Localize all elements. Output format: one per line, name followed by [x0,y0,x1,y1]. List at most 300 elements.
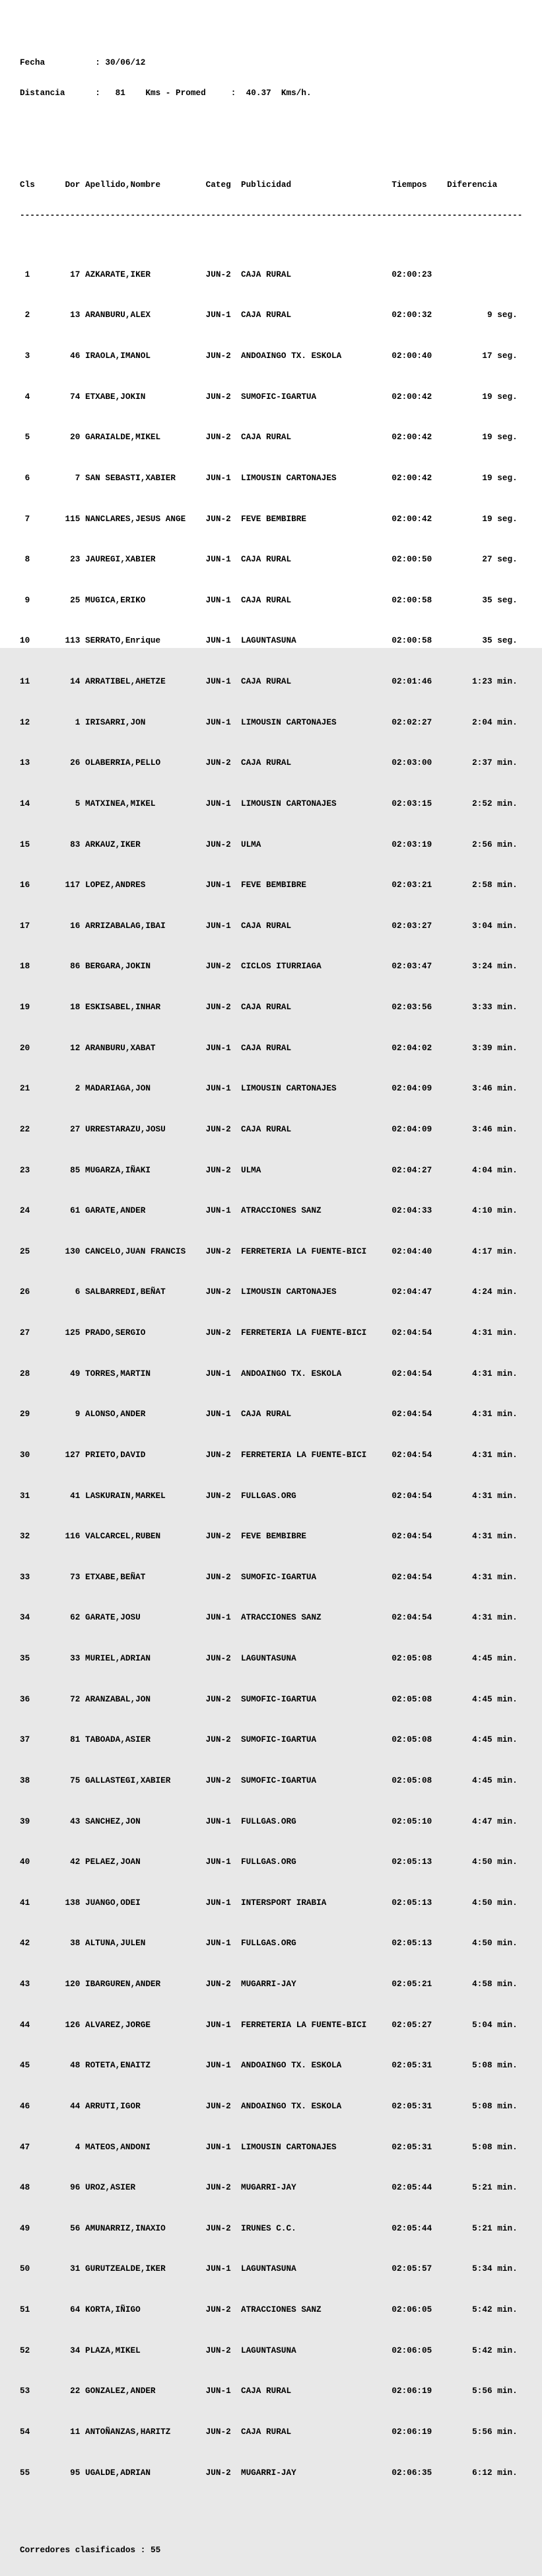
cell-diferencia: 4:50 min. [472,1897,518,1908]
cell-apellido-nombre: GARATE,JOSU [85,1612,141,1623]
cell-diferencia: 3:46 min. [472,1083,518,1094]
cell-diferencia: 4:31 min. [472,1612,518,1623]
cell-cls: 6 [24,472,30,483]
cell-tiempos: 02:04:27 [391,1164,432,1175]
cell-apellido-nombre: URRESTARAZU,JOSU [85,1124,166,1134]
table-row [20,2142,542,2152]
cell-cls: 54 [20,2426,30,2437]
cell-dor: 9 [75,1409,81,1419]
cell-publicidad: SUMOFIC-IGARTUA [240,1735,317,1745]
cell-publicidad: MUGARRI-JAY [240,1979,296,1989]
cell-cls: 18 [20,961,30,972]
cell-apellido-nombre: PELAEZ,JOAN [85,1857,141,1867]
cell-publicidad: FEVE BEMBIBRE [240,1531,306,1542]
cell-publicidad: CAJA RURAL [240,1124,292,1134]
table-row [20,1938,542,1948]
cell-tiempos: 02:04:54 [391,1328,432,1338]
cell-dor: 73 [70,1571,81,1582]
table-row [20,758,542,768]
cell-cls: 10 [20,635,30,646]
cell-publicidad: CICLOS ITURRIAGA [240,961,322,972]
cell-categ: JUN-2 [205,839,231,849]
cell-apellido-nombre: IRAOLA,IMANOL [85,351,151,361]
cell-cls: 52 [20,2345,30,2355]
cell-apellido-nombre: ARRUTI,IGOR [85,2100,141,2111]
cell-cls: 47 [20,2141,30,2152]
cell-diferencia: 4:45 min. [472,1775,518,1785]
cell-dor: 61 [70,1205,81,1216]
cell-tiempos: 02:05:08 [391,1653,432,1663]
table-row [20,799,542,808]
cell-tiempos: 02:05:13 [391,1897,432,1908]
cell-categ: JUN-2 [205,1653,231,1663]
table-row [20,635,542,645]
cell-apellido-nombre: GARATE,ANDER [85,1205,146,1216]
cell-dor: 117 [65,880,81,890]
cell-cls: 45 [20,2060,30,2071]
cell-publicidad: CAJA RURAL [240,2386,292,2396]
cell-tiempos: 02:05:21 [391,1979,432,1989]
cell-categ: JUN-1 [205,2264,231,2274]
cell-dor: 85 [70,1164,81,1175]
cell-categ: JUN-2 [205,513,231,524]
cell-apellido-nombre: MATEOS,ANDONI [85,2141,151,2152]
cell-categ: JUN-1 [205,1857,231,1867]
cell-apellido-nombre: UROZ,ASIER [85,2182,136,2193]
cell-diferencia: 4:31 min. [472,1531,518,1542]
cell-tiempos: 02:00:58 [391,594,432,605]
cell-cls: 46 [20,2100,30,2111]
cell-categ: JUN-1 [205,2019,231,2030]
cell-dor: 27 [70,1124,81,1134]
cell-tiempos: 02:04:47 [391,1287,432,1297]
cell-publicidad: FEVE BEMBIBRE [240,513,306,524]
cell-categ: JUN-1 [205,1897,231,1908]
table-row [20,2305,542,2314]
table-row [20,1979,542,1989]
table-body [20,249,542,2487]
cell-dor: 75 [70,1775,81,1785]
table-row [20,1694,542,1704]
cell-diferencia: 5:56 min. [472,2426,518,2437]
cell-publicidad: SUMOFIC-IGARTUA [240,391,317,402]
cell-cls: 22 [20,1124,30,1134]
cell-apellido-nombre: UGALDE,ADRIAN [85,2467,151,2478]
cell-categ: JUN-2 [205,391,231,402]
cell-diferencia: 4:45 min. [472,1694,518,1704]
cell-cls: 39 [20,1816,30,1826]
cell-categ: JUN-2 [205,1571,231,1582]
cell-apellido-nombre: GALLASTEGI,XABIER [85,1775,171,1785]
table-row [20,392,542,402]
cell-cls: 27 [20,1328,30,1338]
cell-publicidad: FERRETERIA LA FUENTE-BICI [240,1449,367,1460]
cell-publicidad: IRUNES C.C. [240,2223,296,2233]
cell-dor: 41 [70,1490,81,1501]
cell-cls: 40 [20,1857,30,1867]
cell-tiempos: 02:03:21 [391,880,432,890]
cell-cls: 19 [20,1002,30,1012]
cell-apellido-nombre: SAN SEBASTI,XABIER [85,472,176,483]
cell-diferencia: 4:50 min. [472,1938,518,1949]
cell-cls: 23 [20,1164,30,1175]
cell-apellido-nombre: ARRIZABALAG,IBAI [85,920,166,931]
cell-apellido-nombre: ALVAREZ,JORGE [85,2019,151,2030]
cell-tiempos: 02:00:23 [391,269,432,279]
cell-diferencia: 3:04 min. [472,920,518,931]
cell-dor: 20 [70,432,81,443]
col-header-dor: Dor [65,179,81,190]
col-header-cls: Cls [20,179,35,190]
fecha-label: Fecha [20,57,46,68]
cell-tiempos: 02:04:54 [391,1612,432,1623]
cell-dor: 49 [70,1368,81,1378]
cell-tiempos: 02:00:42 [391,472,432,483]
cell-categ: JUN-2 [205,1246,231,1256]
cell-tiempos: 02:05:08 [391,1735,432,1745]
cell-diferencia: 3:24 min. [472,961,518,972]
cell-apellido-nombre: PLAZA,MIKEL [85,2345,141,2355]
cell-tiempos: 02:00:42 [391,391,432,402]
cell-categ: JUN-1 [205,2060,231,2071]
cell-cls: 48 [20,2182,30,2193]
cell-categ: JUN-2 [205,1287,231,1297]
cell-dor: 83 [70,839,81,849]
cell-diferencia: 4:31 min. [472,1449,518,1460]
cell-cls: 12 [20,717,30,727]
cell-diferencia: 4:45 min. [472,1735,518,1745]
cell-publicidad: ANDOAINGO TX. ESKOLA [240,1368,342,1378]
cell-cls: 31 [20,1490,30,1501]
cell-publicidad: MUGARRI-JAY [240,2182,296,2193]
cell-publicidad: ULMA [240,839,261,849]
cell-diferencia: 4:24 min. [472,1287,518,1297]
cell-categ: JUN-2 [205,2100,231,2111]
cell-publicidad: FULLGAS.ORG [240,1857,296,1867]
cell-publicidad: FULLGAS.ORG [240,1938,296,1949]
cell-diferencia: 2:52 min. [472,798,518,808]
cell-dor: 4 [75,2141,81,2152]
cell-dor: 96 [70,2182,81,2193]
cell-apellido-nombre: LOPEZ,ANDRES [85,880,146,890]
col-header-apellido-nombre: Apellido,Nombre [85,179,161,190]
table-row [20,2060,542,2070]
cell-dor: 42 [70,1857,81,1867]
cell-dor: 62 [70,1612,81,1623]
table-row [20,310,542,320]
cell-diferencia: 17 seg. [482,351,518,361]
cell-diferencia: 4:31 min. [472,1409,518,1419]
cell-cls: 24 [20,1205,30,1216]
cell-publicidad: LAGUNTASUNA [240,635,296,646]
cell-categ: JUN-2 [205,1002,231,1012]
table-row [20,514,542,524]
cell-cls: 41 [20,1897,30,1908]
distancia-promed-value: : 81 Kms - Promed : 40.37 Kms/h. [95,88,312,98]
cell-categ: JUN-2 [205,2223,231,2233]
cell-diferencia: 2:04 min. [472,717,518,727]
distancia-line [20,88,542,98]
cell-categ: JUN-1 [205,2386,231,2396]
cell-diferencia: 19 seg. [482,513,518,524]
cell-publicidad: LIMOUSIN CARTONAJES [240,472,337,483]
cell-apellido-nombre: GARAIALDE,MIKEL [85,432,161,443]
cell-apellido-nombre: IRISARRI,JON [85,717,146,727]
table-row [20,676,542,686]
table-row [20,1043,542,1053]
cell-categ: JUN-1 [205,310,231,320]
table-row [20,1124,542,1134]
table-row [20,961,542,971]
cell-apellido-nombre: MUGARZA,IÑAKI [85,1164,151,1175]
cell-publicidad: CAJA RURAL [240,1042,292,1053]
cell-dor: 56 [70,2223,81,2233]
cell-categ: JUN-2 [205,432,231,443]
table-row [20,1002,542,1012]
cell-diferencia: 9 seg. [487,310,518,320]
cell-dor: 14 [70,676,81,686]
cell-tiempos: 02:03:19 [391,839,432,849]
cell-tiempos: 02:05:08 [391,1775,432,1785]
cell-categ: JUN-2 [205,961,231,972]
cell-cls: 17 [20,920,30,931]
cell-apellido-nombre: SALBARREDI,BEÑAT [85,1287,166,1297]
cell-diferencia: 35 seg. [482,594,518,605]
cell-diferencia: 4:31 min. [472,1490,518,1501]
table-row [20,1369,542,1378]
cell-dor: 116 [65,1531,81,1542]
cell-dor: 74 [70,391,81,402]
cell-publicidad: CAJA RURAL [240,310,292,320]
cell-dor: 22 [70,2386,81,2396]
cell-tiempos: 02:04:54 [391,1490,432,1501]
table-row [20,351,542,361]
cell-dor: 31 [70,2264,81,2274]
cell-categ: JUN-2 [205,351,231,361]
table-row [20,1735,542,1744]
cell-publicidad: ANDOAINGO TX. ESKOLA [240,2060,342,2071]
classified-count-line: Corredores clasificados : 55 [20,2545,161,2556]
table-row [20,2468,542,2478]
cell-diferencia: 4:04 min. [472,1164,518,1175]
cell-dor: 48 [70,2060,81,2071]
cell-dor: 113 [65,635,81,646]
cell-cls: 4 [24,391,30,402]
cell-categ: JUN-2 [205,1531,231,1542]
table-row [20,1775,542,1785]
cell-tiempos: 02:03:47 [391,961,432,972]
cell-categ: JUN-1 [205,594,231,605]
cell-cls: 26 [20,1287,30,1297]
cell-diferencia: 5:42 min. [472,2305,518,2314]
cell-categ: JUN-1 [205,1205,231,1216]
cell-apellido-nombre: VALCARCEL,RUBEN [85,1531,161,1542]
cell-cls: 32 [20,1531,30,1542]
cell-apellido-nombre: JAUREGI,XABIER [85,554,156,565]
cell-dor: 127 [65,1449,81,1460]
cell-categ: JUN-2 [205,2345,231,2355]
table-row [20,1409,542,1419]
col-header-publicidad: Publicidad [240,179,292,190]
cell-diferencia: 5:56 min. [472,2386,518,2396]
cell-dor: 18 [70,1002,81,1012]
cell-publicidad: CAJA RURAL [240,269,292,279]
cell-apellido-nombre: SANCHEZ,JON [85,1816,141,1826]
cell-dor: 86 [70,961,81,972]
cell-diferencia: 4:58 min. [472,1979,518,1989]
cell-cls: 25 [20,1246,30,1256]
table-row [20,1857,542,1867]
cell-tiempos: 02:03:15 [391,798,432,808]
cell-tiempos: 02:01:46 [391,676,432,686]
cell-diferencia: 19 seg. [482,391,518,402]
table-row [20,921,542,931]
cell-dor: 125 [65,1328,81,1338]
cell-cls: 13 [20,758,30,768]
cell-cls: 11 [20,676,30,686]
cell-categ: JUN-1 [205,472,231,483]
cell-cls: 37 [20,1735,30,1745]
cell-categ: JUN-1 [205,635,231,646]
cell-publicidad: INTERSPORT IRABIA [240,1897,327,1908]
table-row [20,2386,542,2396]
cell-apellido-nombre: MATXINEA,MIKEL [85,798,156,808]
cell-tiempos: 02:05:08 [391,1694,432,1704]
table-row [20,1898,542,1908]
cell-apellido-nombre: OLABERRIA,PELLO [85,758,161,768]
cell-categ: JUN-2 [205,1694,231,1704]
cell-diferencia: 3:39 min. [472,1042,518,1053]
table-row [20,1246,542,1256]
cell-apellido-nombre: ETXABE,BEÑAT [85,1571,146,1582]
cell-dor: 26 [70,758,81,768]
cell-diferencia: 4:31 min. [472,1571,518,1582]
cell-publicidad: FULLGAS.ORG [240,1816,296,1826]
cell-categ: JUN-2 [205,1124,231,1134]
cell-apellido-nombre: JUANGO,ODEI [85,1897,141,1908]
cell-dor: 12 [70,1042,81,1053]
cell-dor: 138 [65,1897,81,1908]
cell-categ: JUN-2 [205,1490,231,1501]
cell-categ: JUN-1 [205,717,231,727]
cell-cls: 33 [20,1571,30,1582]
cell-diferencia: 5:21 min. [472,2223,518,2233]
cell-tiempos: 02:03:27 [391,920,432,931]
cell-diferencia: 2:58 min. [472,880,518,890]
cell-tiempos: 02:06:19 [391,2426,432,2437]
cell-cls: 36 [20,1694,30,1704]
cell-categ: JUN-1 [205,1409,231,1419]
cell-publicidad: ANDOAINGO TX. ESKOLA [240,2100,342,2111]
cell-apellido-nombre: MADARIAGA,JON [85,1083,151,1094]
cell-categ: JUN-2 [205,1775,231,1785]
cell-diferencia: 2:37 min. [472,758,518,768]
table-row [20,1205,542,1215]
cell-cls: 15 [20,839,30,849]
cell-tiempos: 02:06:35 [391,2467,432,2478]
cell-cls: 1 [24,269,30,279]
cell-dor: 16 [70,920,81,931]
cell-tiempos: 02:04:54 [391,1409,432,1419]
cell-categ: JUN-1 [205,1368,231,1378]
cell-cls: 30 [20,1449,30,1460]
cell-apellido-nombre: AZKARATE,IKER [85,269,151,279]
table-row [20,717,542,727]
cell-apellido-nombre: GURUTZEALDE,IKER [85,2264,166,2274]
cell-tiempos: 02:06:05 [391,2345,432,2355]
cell-categ: JUN-1 [205,1938,231,1949]
table-row [20,2020,542,2030]
cell-apellido-nombre: ARANBURU,ALEX [85,310,151,320]
cell-diferencia: 27 seg. [482,554,518,565]
cell-dor: 64 [70,2305,81,2314]
cell-cls: 35 [20,1653,30,1663]
table-row [20,1450,542,1460]
cell-publicidad: LAGUNTASUNA [240,2264,296,2274]
cell-tiempos: 02:05:31 [391,2141,432,2152]
cell-dor: 95 [70,2467,81,2478]
cell-tiempos: 02:00:42 [391,432,432,443]
table-row [20,1572,542,1582]
separator-line: ---------------------------------------------------------------------------------------------------- [20,209,523,220]
cell-publicidad: SUMOFIC-IGARTUA [240,1571,317,1582]
cell-categ: JUN-2 [205,758,231,768]
cell-categ: JUN-1 [205,880,231,890]
cell-diferencia: 5:08 min. [472,2060,518,2071]
cell-tiempos: 02:00:42 [391,513,432,524]
cell-publicidad: FERRETERIA LA FUENTE-BICI [240,1246,367,1256]
cell-apellido-nombre: SERRATO,Enrique [85,635,161,646]
cell-apellido-nombre: KORTA,IÑIGO [85,2305,141,2314]
cell-diferencia: 2:56 min. [472,839,518,849]
table-row [20,1287,542,1297]
table-row [20,269,542,279]
cell-dor: 130 [65,1246,81,1256]
cell-cls: 5 [24,432,30,443]
cell-publicidad: CAJA RURAL [240,676,292,686]
cell-publicidad: FERRETERIA LA FUENTE-BICI [240,1328,367,1338]
cell-dor: 126 [65,2019,81,2030]
cell-tiempos: 02:05:44 [391,2182,432,2193]
cell-categ: JUN-1 [205,1083,231,1094]
cell-apellido-nombre: MURIEL,ADRIAN [85,1653,151,1663]
cell-diferencia: 4:50 min. [472,1857,518,1867]
cell-diferencia: 4:10 min. [472,1205,518,1216]
cell-apellido-nombre: ESKISABEL,INHAR [85,1002,161,1012]
cell-categ: JUN-2 [205,1979,231,1989]
cell-cls: 3 [24,351,30,361]
cell-dor: 6 [75,1287,81,1297]
cell-categ: JUN-2 [205,269,231,279]
cell-categ: JUN-2 [205,1449,231,1460]
cell-cls: 50 [20,2264,30,2274]
cell-cls: 9 [24,594,30,605]
cell-apellido-nombre: NANCLARES,JESUS ANGE [85,513,186,524]
cell-dor: 2 [75,1083,81,1094]
cell-cls: 53 [20,2386,30,2396]
cell-publicidad: CAJA RURAL [240,1409,292,1419]
cell-dor: 72 [70,1694,81,1704]
cell-publicidad: ULMA [240,1164,261,1175]
cell-apellido-nombre: PRADO,SERGIO [85,1328,146,1338]
table-row [20,1612,542,1622]
cell-dor: 7 [75,472,81,483]
cell-cls: 14 [20,798,30,808]
table-header-row [20,180,542,190]
fecha-line [20,57,542,67]
cell-tiempos: 02:05:31 [391,2100,432,2111]
cell-cls: 51 [20,2305,30,2314]
